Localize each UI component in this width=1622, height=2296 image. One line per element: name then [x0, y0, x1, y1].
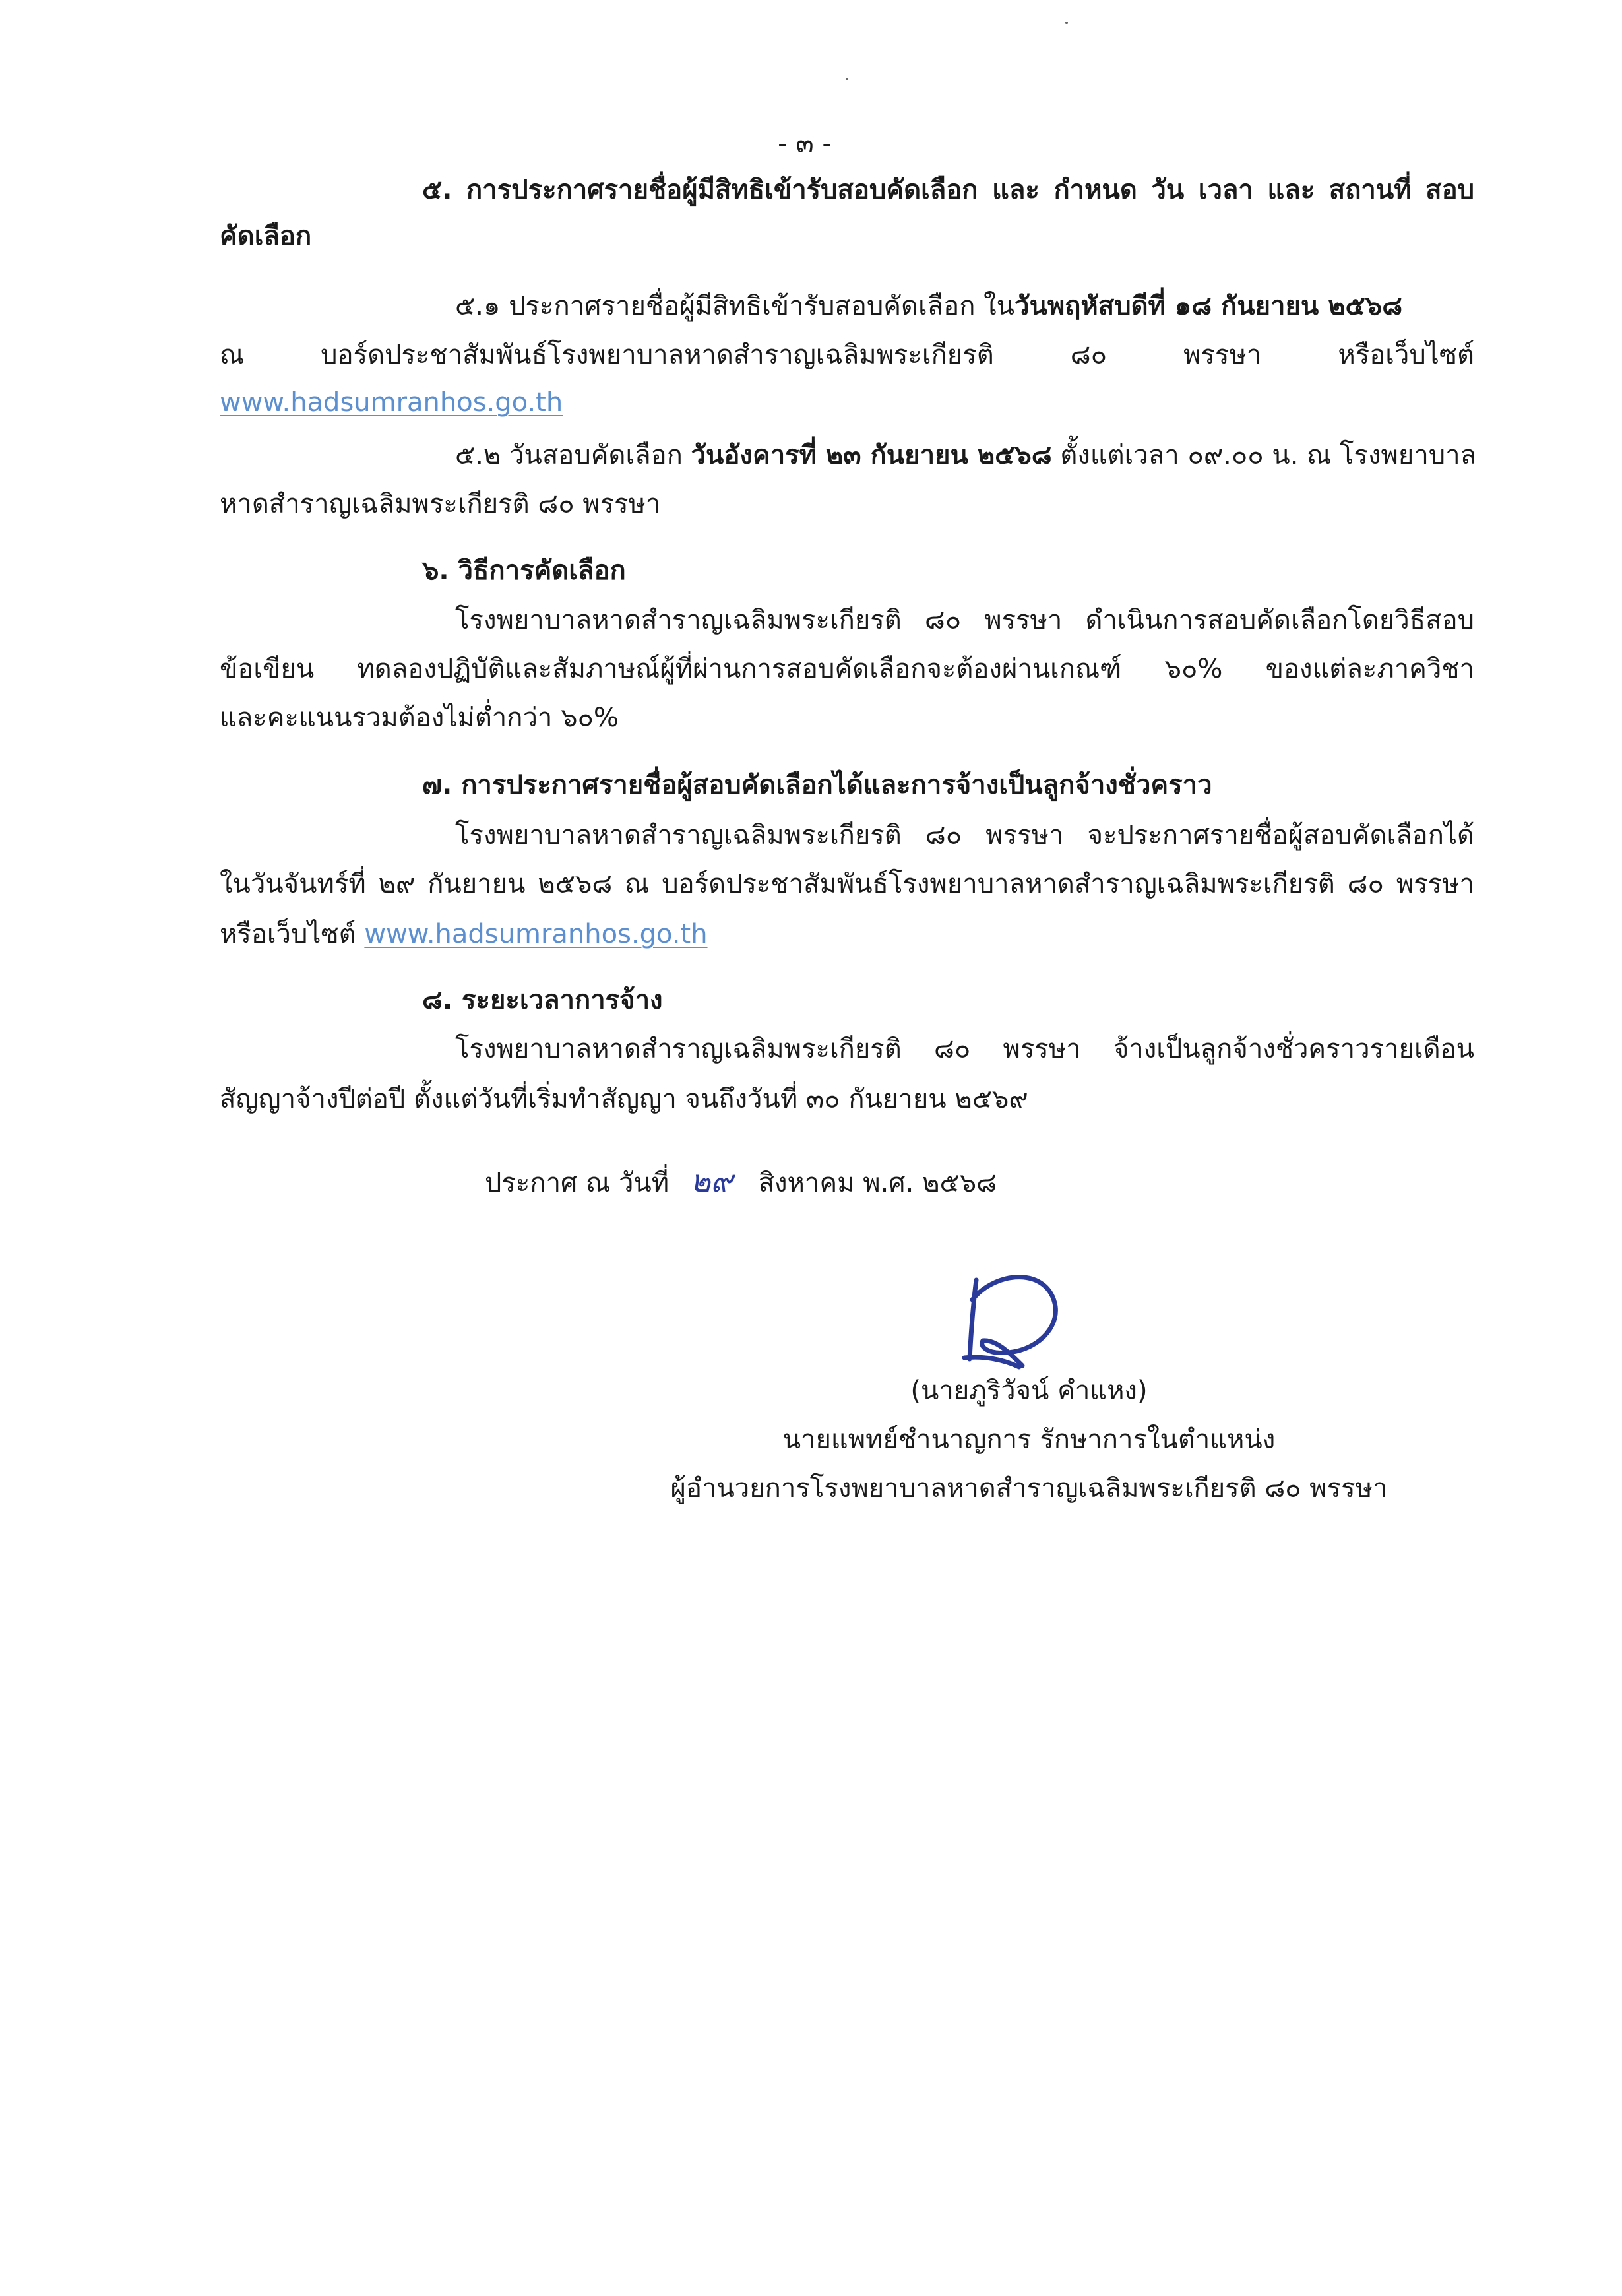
website-link[interactable]: www.hadsumranhos.go.th [364, 919, 708, 949]
section7-heading: ๗. การประกาศรายชื่อผู้สอบคัดเลือกได้และการจ้างเป็นลูกจ้างชั่วคราว [422, 770, 1212, 800]
announcement-suffix: สิงหาคม พ.ศ. ๒๕๖๘ [758, 1168, 997, 1198]
section6-line1: โรงพยาบาลหาดสำราญเฉลิมพระเกียรติ ๘๐ พรรษา ดำเนินการสอบคัดเลือกโดยวิธีสอบ [455, 605, 1474, 635]
item-5-2-suffix: ตั้งแต่เวลา ๐๙.๐๐ น. ณ โรงพยาบาล [1051, 440, 1477, 470]
announcement-date [485, 1161, 997, 1203]
section7-line2: ในวันจันทร์ที่ ๒๙ กันยายน ๒๕๖๘ ณ บอร์ดประชาสัมพันธ์โรงพยาบาลหาดสำราญเฉลิมพระเกียรติ ๘๐ พรรษา [220, 869, 1474, 899]
item-5-1-line2: ณ บอร์ดประชาสัมพันธ์โรงพยาบาลหาดสำราญเฉลิมพระเกียรติ ๘๐ พรรษา หรือเว็บไซต์ [220, 340, 1474, 370]
signatory-name: (นายภูริวัจน์ คำแหง) [910, 1376, 1148, 1406]
item-5-1-date: วันพฤหัสบดีที่ ๑๘ กันยายน ๒๕๖๘ [1014, 291, 1403, 321]
section8-line2: สัญญาจ้างปีต่อปี ตั้งแต่วันที่เริ่มทำสัญญา จนถึงวันที่ ๓๐ กันยายน ๒๕๖๙ [220, 1084, 1028, 1114]
section6-line3: และคะแนนรวมต้องไม่ต่ำกว่า ๖๐% [220, 703, 619, 733]
item-5-2-line2: หาดสำราญเฉลิมพระเกียรติ ๘๐ พรรษา [220, 489, 661, 519]
section6-line2: ข้อเขียน ทดลองปฏิบัติและสัมภาษณ์ผู้ที่ผ่านการสอบคัดเลือกจะต้องผ่านเกณฑ์ ๖๐% ของแต่ละภาควิชา [220, 654, 1474, 684]
item-5-1 [455, 286, 1402, 326]
item-5-2-date: วันอังคารที่ ๒๓ กันยายน ๒๕๖๘ [691, 440, 1052, 470]
item-5-2-prefix: ๕.๒ วันสอบคัดเลือก [455, 440, 691, 470]
website-link[interactable]: www.hadsumranhos.go.th [220, 387, 563, 418]
section6-heading: ๖. วิธีการคัดเลือก [422, 556, 626, 586]
signatory-position: นายแพทย์ชำนาญการ รักษาการในตำแหน่ง [782, 1424, 1276, 1455]
item-5-1-link-row [220, 383, 563, 422]
item-5-2 [455, 435, 1476, 475]
signatory-title: ผู้อำนวยการโรงพยาบาลหาดสำราญเฉลิมพระเกียรติ ๘๐ พรรษา [670, 1473, 1388, 1504]
section7-line3 [220, 914, 708, 954]
item-5-1-prefix: ๕.๑ ประกาศรายชื่อผู้มีสิทธิเข้ารับสอบคัดเลือก ใน [455, 291, 1015, 321]
scan-speck [1065, 22, 1068, 24]
announcement-prefix: ประกาศ ณ วันที่ [485, 1168, 670, 1198]
section7-line3-prefix: หรือเว็บไซต์ [220, 919, 365, 949]
section5-heading: ๕. การประกาศรายชื่อผู้มีสิทธิเข้ารับสอบคัดเลือก และ กำหนด วัน เวลา และ สถานที่ สอบ [422, 175, 1474, 205]
handwritten-day: ๒๙ [690, 1163, 733, 1199]
section8-line1: โรงพยาบาลหาดสำราญเฉลิมพระเกียรติ ๘๐ พรรษา จ้างเป็นลูกจ้างชั่วคราวรายเดือน [455, 1034, 1474, 1064]
section8-heading: ๘. ระยะเวลาการจ้าง [422, 985, 663, 1015]
section5-heading-cont: คัดเลือก [220, 221, 312, 251]
scan-speck [846, 78, 848, 80]
page-number: - ๓ - [778, 129, 832, 159]
signature-image [950, 1260, 1075, 1379]
section7-line1: โรงพยาบาลหาดสำราญเฉลิมพระเกียรติ ๘๐ พรรษา จะประกาศรายชื่อผู้สอบคัดเลือกได้ [455, 820, 1474, 850]
